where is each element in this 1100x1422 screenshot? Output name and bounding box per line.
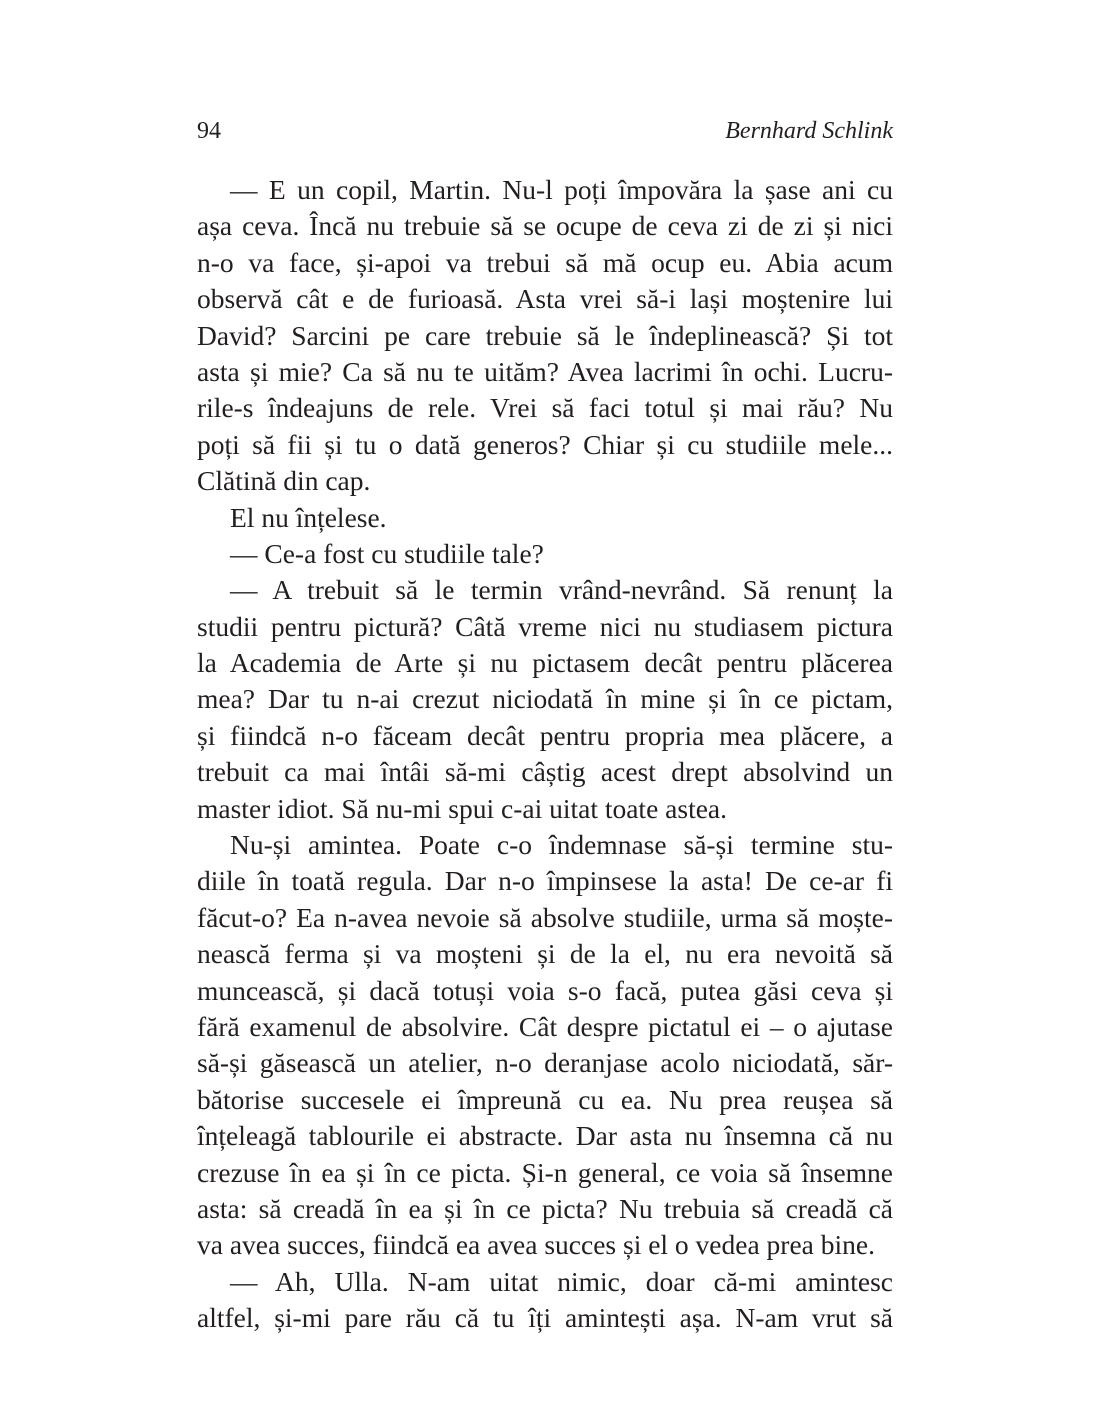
text-line: crezuse în ea și în ce picta. Și-n general, ce voia să însemne — [197, 1156, 893, 1188]
text-line: Nu-și amintea. Poate c-o îndemnase să-și termine stu- — [230, 829, 893, 861]
text-line: n-o va face, și-apoi va trebui să mă ocup eu. Abia acum — [197, 246, 893, 278]
text-line: mea? Dar tu n-ai crezut niciodată în mine și în ce pictam, — [197, 683, 893, 715]
text-line: David? Sarcini pe care trebuie să le îndeplinească? Și tot — [197, 319, 893, 351]
text-line: înțeleagă tablourile ei abstracte. Dar asta nu însemna că nu — [197, 1120, 893, 1152]
page-header — [197, 118, 893, 154]
text-line: bătorise succesele ei împreună cu ea. Nu prea reușea să — [197, 1083, 893, 1115]
running-head-author: Bernhard Schlink — [725, 118, 893, 144]
text-line: să-și găsească un atelier, n-o deranjase acolo niciodată, săr- — [197, 1047, 893, 1079]
page-number: 94 — [197, 118, 221, 144]
paragraph — [197, 172, 893, 500]
text-line: altfel, și-mi pare rău că tu îți amintești așa. N-am vrut să — [197, 1302, 893, 1334]
text-line: trebuit ca mai întâi să-mi câștig acest drept absolvind un — [197, 756, 893, 788]
paragraph — [197, 536, 893, 572]
text-line: diile în toată regula. Dar n-o împinsese la asta! De ce-ar fi — [197, 865, 893, 897]
text-line: la Academia de Arte și nu pictasem decât pentru plăcerea — [197, 647, 893, 679]
text-line: și fiindcă n-o făceam decât pentru propria mea plăcere, a — [197, 719, 893, 751]
paragraph — [197, 572, 893, 827]
body-text — [197, 172, 893, 1337]
text-line: asta: să creadă în ea și în ce picta? Nu trebuia să creadă că — [197, 1192, 893, 1224]
text-line: asta și mie? Ca să nu te uităm? Avea lacrimi în ochi. Lucru- — [197, 355, 893, 387]
text-line: fără examenul de absolvire. Cât despre pictatul ei – o ajutase — [197, 1010, 893, 1042]
text-line: nească ferma și va moșteni și de la el, nu era nevoită să — [197, 938, 893, 970]
text-line: — E un copil, Martin. Nu-l poți împovăra la șase ani cu — [230, 174, 893, 205]
text-line: va avea succes, fiindcă ea avea succes și el o vedea prea bine. — [197, 1229, 875, 1261]
text-line: Clătină din cap. — [197, 465, 371, 497]
paragraph — [197, 500, 893, 536]
text-line: muncească, și dacă totuși voia s-o facă, putea găsi ceva și — [197, 974, 893, 1006]
paragraph — [197, 827, 893, 1264]
text-line: făcut-o? Ea n-avea nevoie să absolve studiile, urma să moște- — [197, 901, 893, 933]
text-line: master idiot. Să nu-mi spui c-ai uitat toate astea. — [197, 792, 727, 824]
text-line: El nu înțelese. — [230, 501, 387, 533]
text-line: studii pentru pictură? Câtă vreme nici nu studiasem pictura — [197, 610, 893, 642]
text-line: rile-s îndeajuns de rele. Vrei să faci totul și mai rău? Nu — [197, 392, 893, 424]
text-line: observă cât e de furioasă. Asta vrei să-i lași moștenire lui — [197, 283, 893, 315]
text-line: poți să fii și tu o dată generos? Chiar și cu studiile mele... — [197, 428, 893, 460]
text-line: — Ce-a fost cu studiile tale? — [230, 537, 544, 569]
text-line: — A trebuit să le termin vrând-nevrând. Să renunț la — [230, 574, 893, 606]
text-line: — Ah, Ulla. N-am uitat nimic, doar că-mi amintesc — [230, 1265, 893, 1297]
paragraph — [197, 1264, 893, 1337]
text-line: așa ceva. Încă nu trebuie să se ocupe de ceva zi de zi și nici — [197, 210, 893, 242]
